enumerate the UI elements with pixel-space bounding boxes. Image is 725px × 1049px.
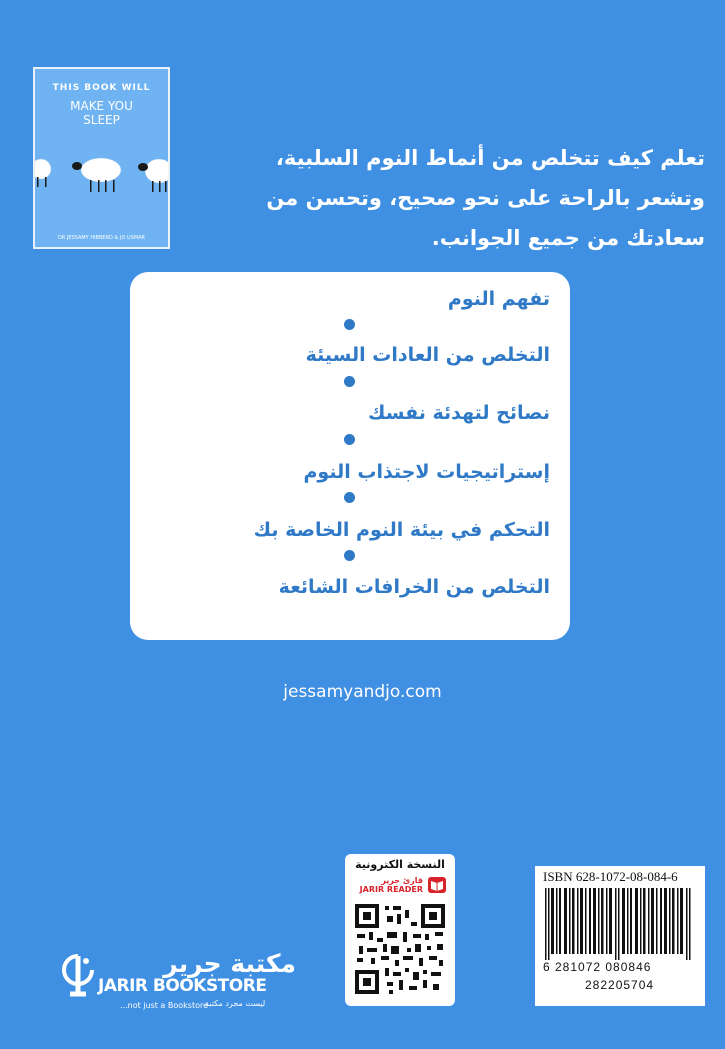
barcode-icon [545,888,695,960]
ean-number: 6 281072 080846 [543,960,652,974]
topic-item: التحكم في بيئة النوم الخاصة بك [253,519,550,541]
topic-item: نصائح لتهدئة نفسك [368,402,550,424]
jarir-reader-badge [351,876,449,894]
bullet-dot-icon [344,319,355,330]
sheep-illustration [35,157,168,197]
intro-paragraph [180,138,705,258]
isbn-barcode-box [535,866,705,1006]
topic-item: التخلص من الخرافات الشائعة [278,576,550,598]
topic-item: تفهم النوم [447,288,550,310]
thumbnail-authors: DR JESSAMY HIBBERD & JO USMAR [57,235,146,241]
qr-code-icon[interactable] [353,902,447,996]
ebook-qr-box [345,854,455,1006]
reader-name-en: JARIR READER [359,885,423,894]
intro-line: تعلم كيف تتخلص من أنماط النوم السلبية، [275,146,705,170]
publisher-tagline-en: ...not just a Bookstore [120,1001,209,1010]
jarir-logo-icon [60,952,96,998]
publisher-name-en: JARIR BOOKSTORE [98,976,267,996]
book-reader-icon [427,876,447,894]
book-thumbnail [33,67,170,249]
publisher-name-ar: مكتبة جرير [163,949,296,978]
thumbnail-line2: MAKE YOU SLEEP [70,99,133,127]
ebook-title: النسخة الكترونية [355,858,445,871]
topic-item: إستراتيجيات لاجتذاب النوم [303,461,550,483]
intro-line: وتشعر بالراحة على نحو صحيح، وتحسن من [266,186,705,210]
topic-item: التخلص من العادات السيئة [305,344,550,366]
thumbnail-line1: THIS BOOK WILL [52,83,151,93]
bullet-dot-icon [344,434,355,445]
intro-line: سعادتك من جميع الجوانب. [431,226,705,250]
website-link[interactable]: jessamyandjo.com [283,682,442,702]
secondary-code: 282205704 [585,978,655,992]
bullet-dot-icon [344,376,355,387]
topics-card [130,272,570,640]
isbn-text: ISBN 628-1072-08-084-6 [543,869,678,884]
publisher-tagline-ar: ليست مجرد مكتبة [205,999,266,1008]
bullet-dot-icon [344,550,355,561]
reader-name-ar: قارئ جرير [381,876,423,885]
bullet-dot-icon [344,492,355,503]
